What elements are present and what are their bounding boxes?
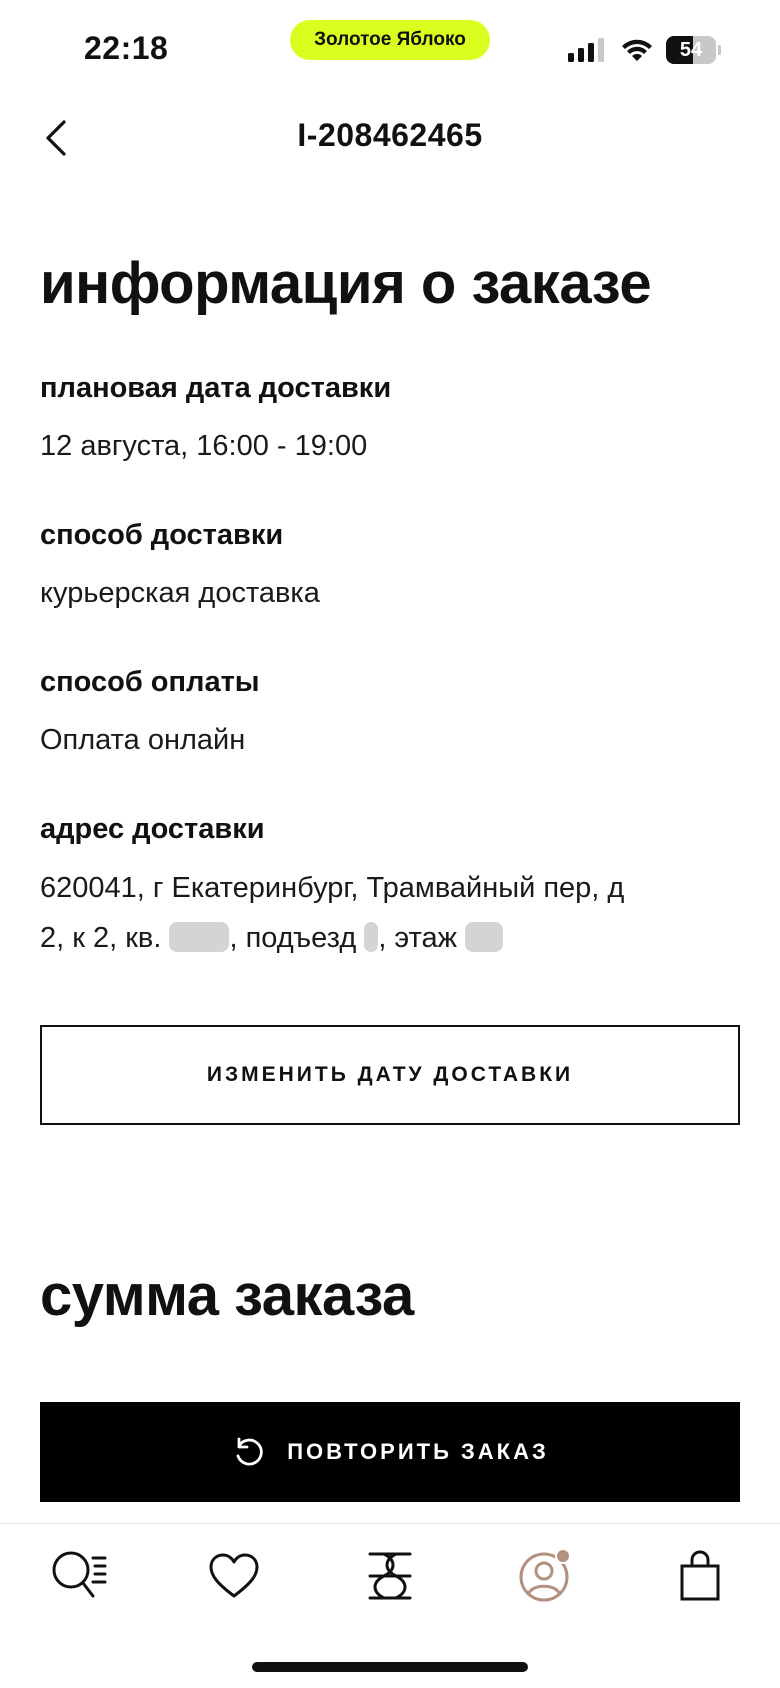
change-delivery-date-button[interactable]: ИЗМЕНИТЬ ДАТУ ДОСТАВКИ [40, 1025, 740, 1125]
address-line-2 [40, 913, 740, 963]
redacted-entrance [364, 922, 378, 952]
address-floor-label: , этаж [378, 922, 458, 954]
cellular-signal-icon [568, 38, 608, 62]
redacted-floor [465, 922, 503, 952]
shopping-bag-icon [678, 1550, 722, 1602]
tab-cart[interactable] [668, 1544, 732, 1608]
wifi-icon [620, 37, 654, 63]
repeat-order-label: ПОВТОРИТЬ ЗАКАЗ [287, 1439, 549, 1464]
delivery-date-value: 12 августа, 16:00 - 19:00 [40, 430, 368, 462]
tab-favorites[interactable] [202, 1544, 266, 1608]
order-number: I-208462465 [297, 117, 483, 153]
repeat-order-button[interactable] [40, 1402, 740, 1502]
brand-logo-icon [366, 1550, 414, 1602]
delivery-method-label: способ доставки [40, 519, 284, 551]
delivery-date-label: плановая дата доставки [40, 372, 392, 404]
profile-icon [517, 1548, 573, 1604]
tab-brand-home[interactable] [358, 1544, 422, 1608]
battery-indicator [666, 36, 716, 64]
payment-method-label: способ оплаты [40, 666, 260, 698]
battery-level: 54 [679, 38, 703, 61]
status-time: 22:18 [84, 30, 169, 66]
tab-profile[interactable] [513, 1544, 577, 1608]
redacted-apartment [169, 922, 229, 952]
heart-icon [208, 1552, 260, 1600]
status-icons [568, 36, 721, 64]
battery-cap [718, 45, 721, 55]
address-line-1: 620041, г Екатеринбург, Трамвайный пер, д [40, 872, 625, 904]
order-info-title: информация о заказе [40, 251, 652, 316]
order-sum-title: сумма заказа [40, 1263, 414, 1328]
address-entrance-label: , подъезд [229, 922, 357, 954]
search-catalog-icon [49, 1548, 109, 1604]
refresh-icon [231, 1434, 267, 1470]
tab-search-catalog[interactable] [47, 1544, 111, 1608]
address-value [40, 863, 740, 963]
home-indicator[interactable] [252, 1662, 528, 1672]
address-label: адрес доставки [40, 813, 265, 845]
payment-method-value: Оплата онлайн [40, 724, 246, 756]
address-line-2-prefix: 2, к 2, кв. [40, 922, 162, 954]
app-name-pill[interactable]: Золотое Яблоко [290, 20, 490, 60]
delivery-method-value: курьерская доставка [40, 577, 320, 609]
